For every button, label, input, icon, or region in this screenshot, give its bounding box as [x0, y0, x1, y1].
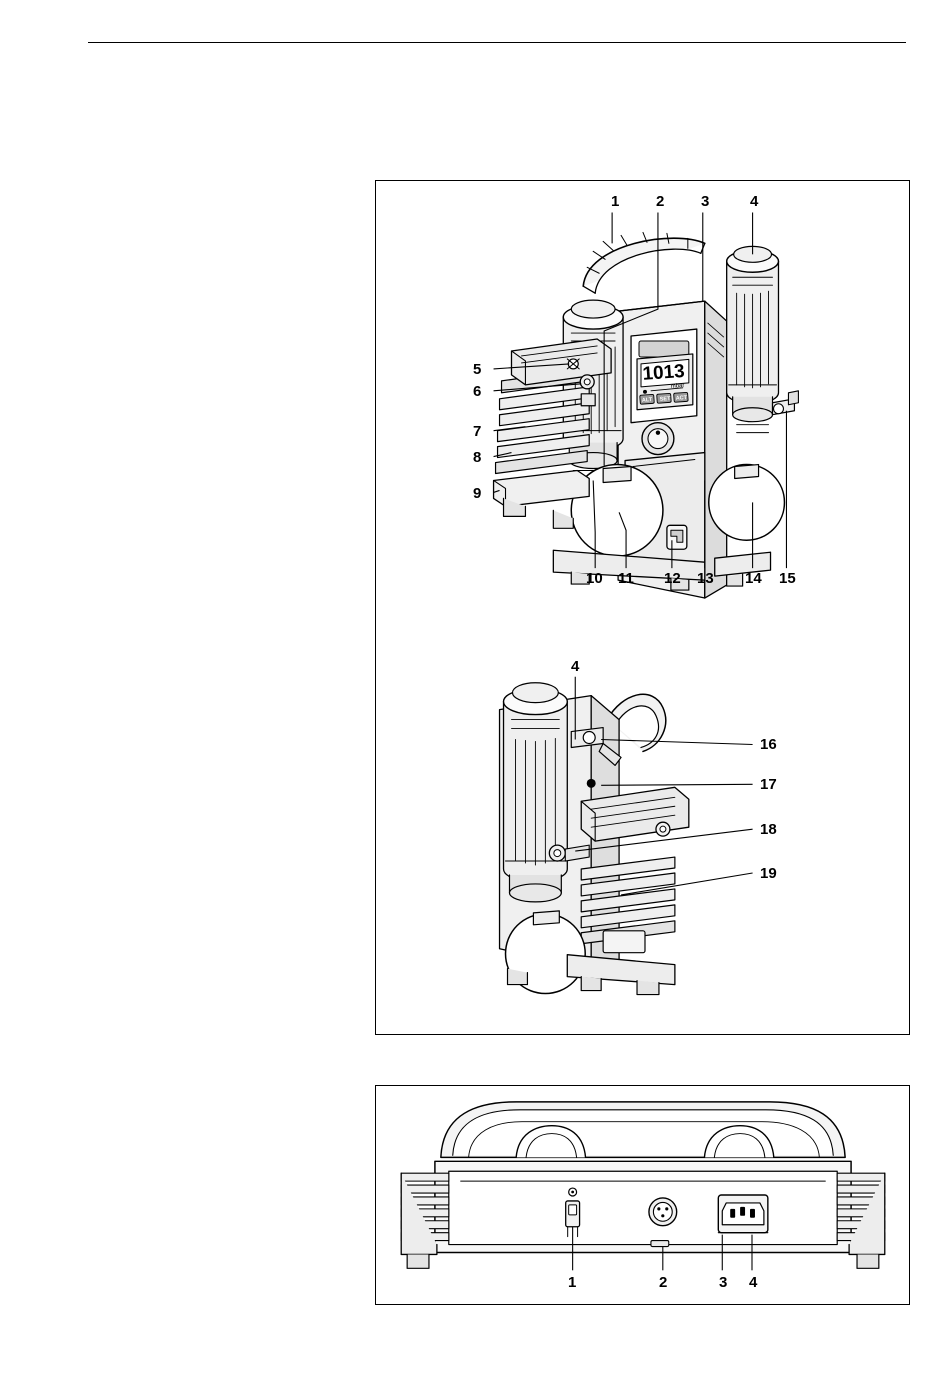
figure-1-callout-8: 8 — [473, 449, 482, 466]
figure-2-callout-4: 4 — [571, 658, 580, 675]
svg-text:mbar: mbar — [670, 382, 685, 390]
svg-text:ACT: ACT — [675, 395, 688, 402]
figure-3-panel — [375, 1085, 910, 1305]
figure-3-illustration — [376, 1086, 909, 1304]
figure-1-callout-6: 6 — [473, 383, 482, 400]
svg-text:ALT: ALT — [641, 397, 653, 404]
figure-1-panel — [375, 180, 910, 1035]
figure-1-callout-7: 7 — [473, 423, 482, 440]
header-rule — [88, 42, 906, 43]
figure-2-callout-18: 18 — [760, 821, 777, 838]
figure-3-callout-2: 2 — [659, 1274, 668, 1291]
figure-2-callout-19: 19 — [760, 865, 777, 882]
figure-2-callout-16: 16 — [760, 736, 777, 753]
figure-1-callout-4: 4 — [750, 193, 759, 210]
figure-1-illustration — [376, 181, 909, 1034]
figure-3-callout-4: 4 — [749, 1274, 758, 1291]
figure-1-callout-13: 13 — [697, 570, 714, 587]
figure-1-callout-3: 3 — [701, 193, 710, 210]
figure-1-callout-1: 1 — [611, 193, 620, 210]
figure-3-callout-1: 1 — [568, 1274, 577, 1291]
figure-1-callout-15: 15 — [779, 570, 796, 587]
figure-3-callout-3: 3 — [719, 1274, 728, 1291]
figure-1-callout-10: 10 — [586, 570, 603, 587]
figure-1-callout-9: 9 — [473, 485, 482, 502]
figure-1-callout-12: 12 — [664, 570, 681, 587]
svg-text:1013: 1013 — [641, 360, 686, 385]
figure-1-callout-11: 11 — [618, 570, 634, 587]
figure-1-callout-5: 5 — [473, 361, 482, 378]
figure-2-callout-17: 17 — [760, 776, 777, 793]
figure-1-callout-2: 2 — [656, 193, 665, 210]
figure-1-callout-14: 14 — [745, 570, 762, 587]
svg-text:SET: SET — [659, 396, 671, 403]
